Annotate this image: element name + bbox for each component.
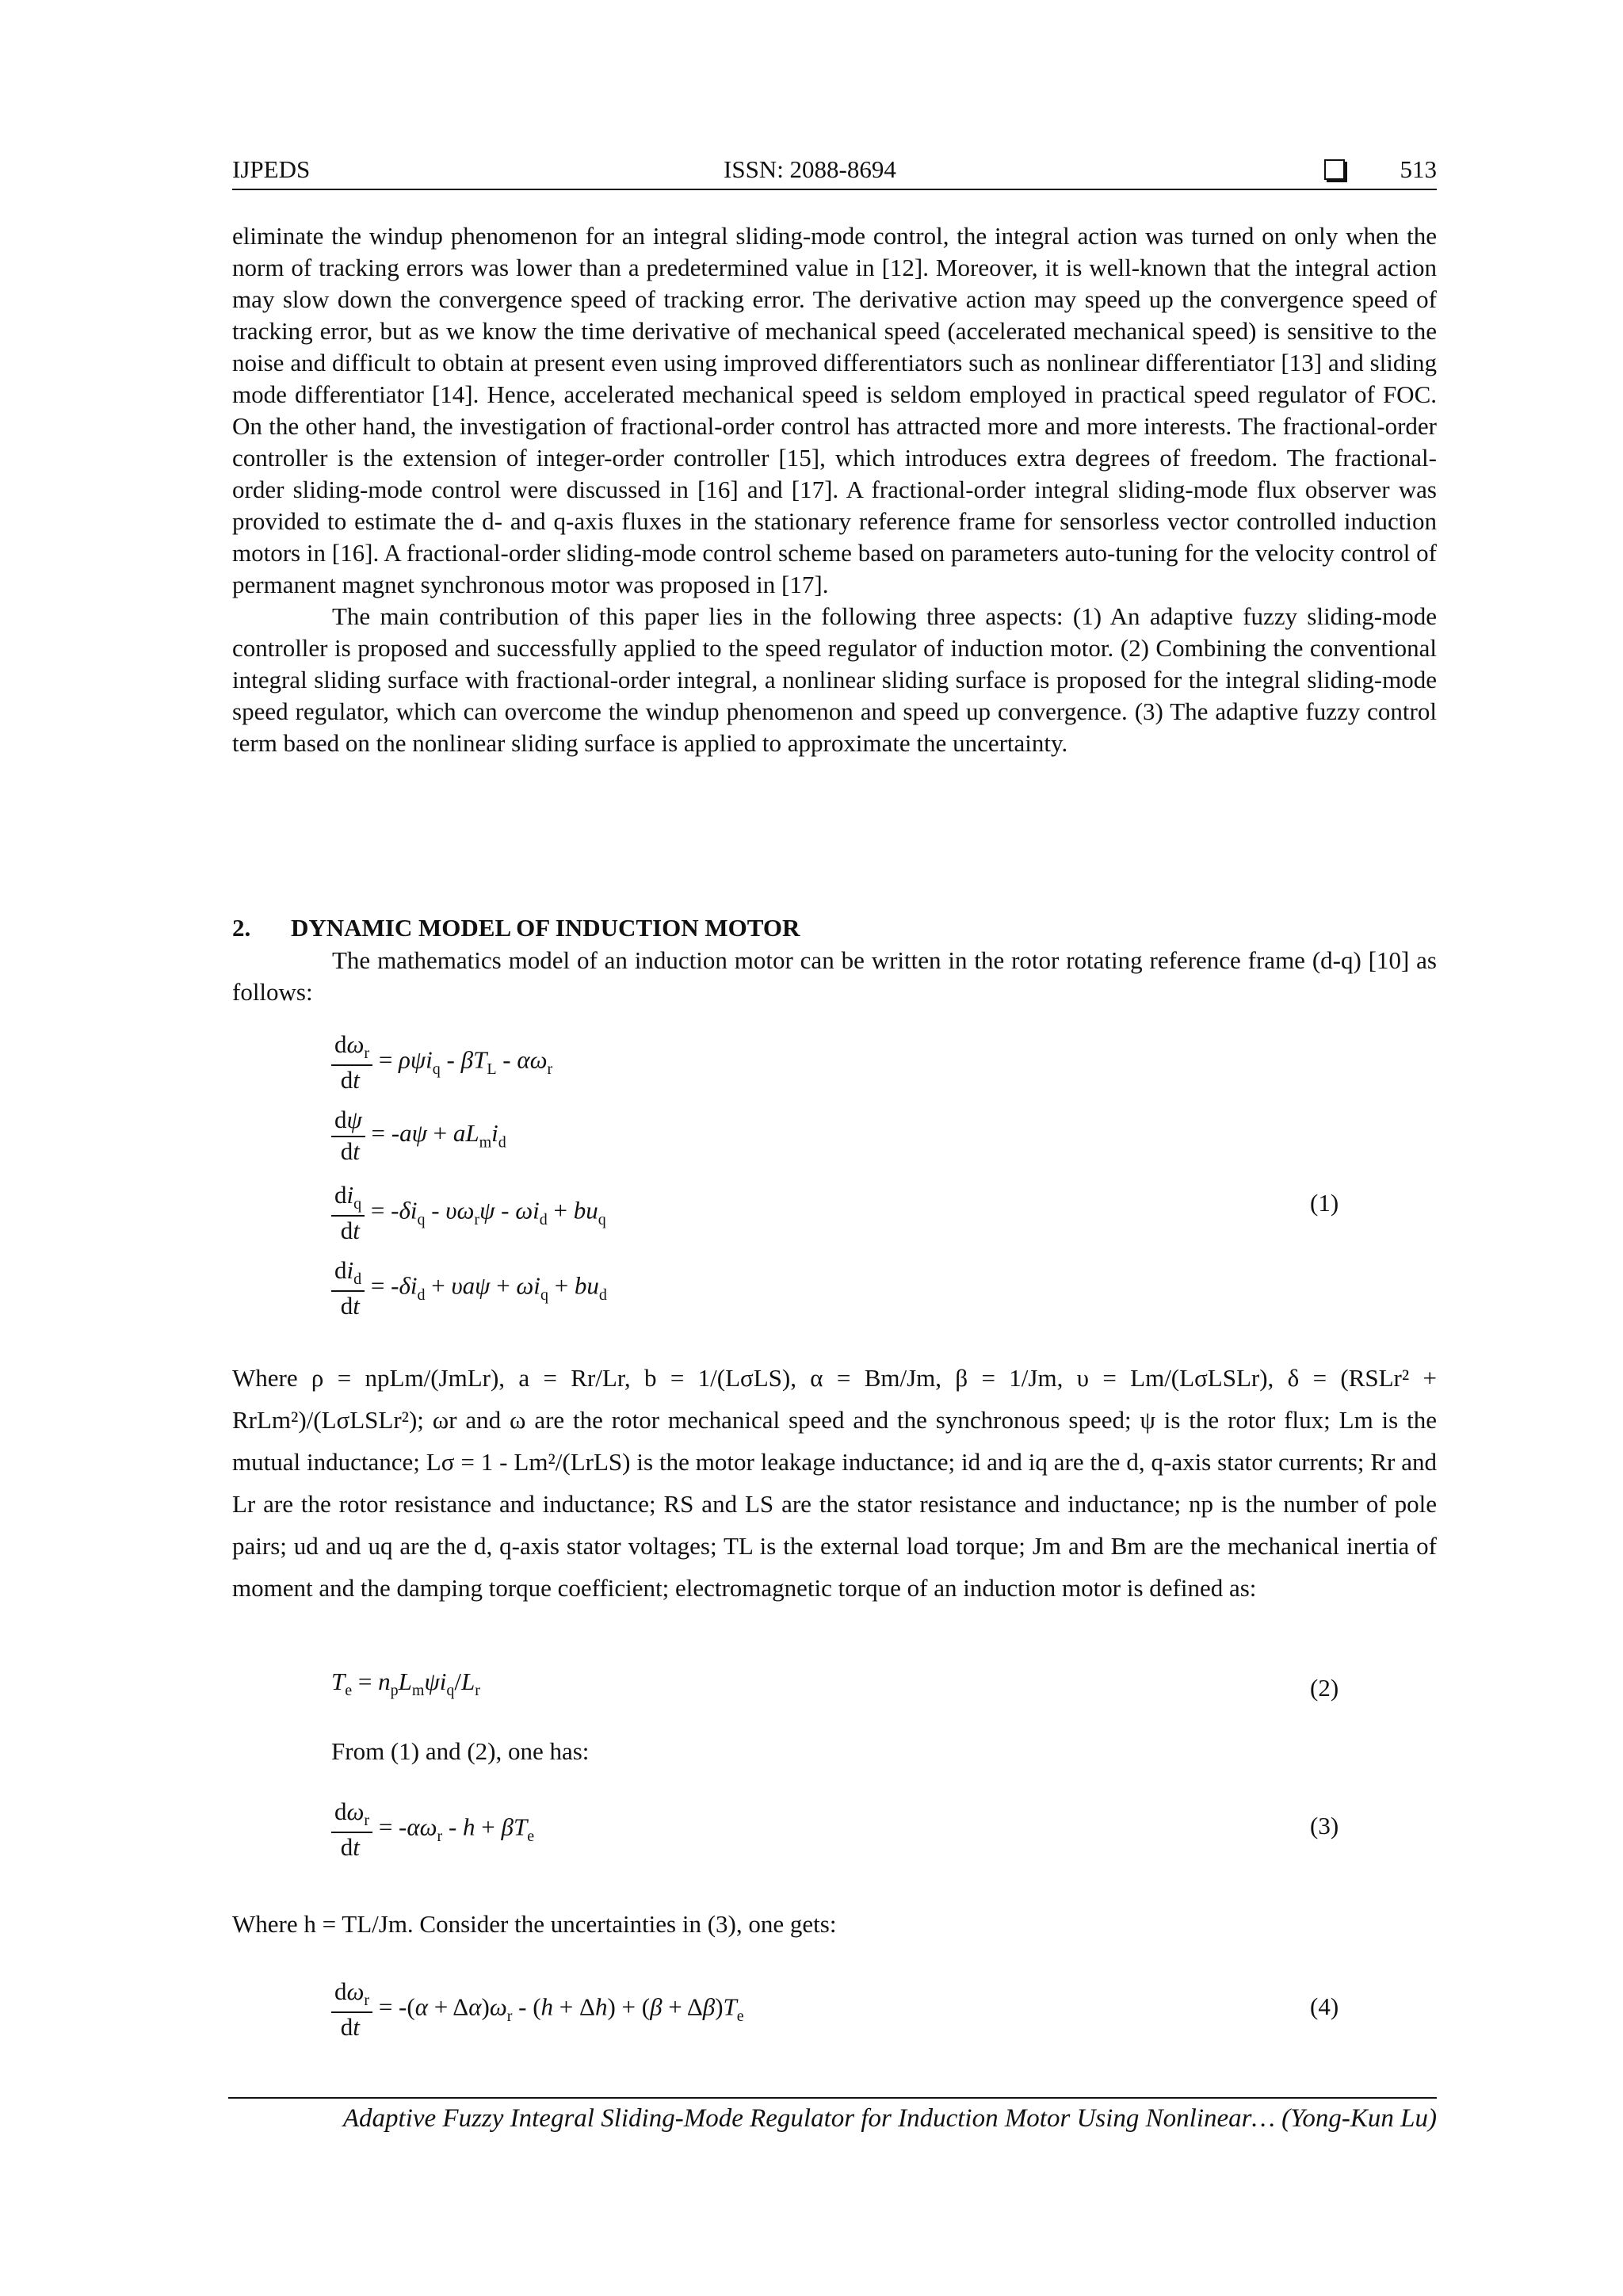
section-heading [232,914,800,942]
intro-text [232,220,1437,759]
footer-rule [228,2097,1437,2099]
running-footer: Adaptive Fuzzy Integral Sliding-Mode Regulator for Induction Motor Using Nonlinear… (Yong-Kun Lu) [342,2104,1437,2133]
from-text: From (1) and (2), one has: [331,1737,590,1765]
intro-paragraph-1: eliminate the windup phenomenon for an integral sliding-mode control, the integral action was turned on only when the norm of tracking errors was lower than a predetermined value in [12]. Moreover, it is well-known that the integral action may slow down the convergence speed of tracking error. The derivative action may speed up the convergence speed of tracking error, but as we know the time derivative of mechanical speed (accelerated mechanical speed) is sensitive to the noise and difficult to obtain at present even using improved differentiators such as nonlinear differentiator [13] and sliding mode differentiator [14]. Hence, accelerated mechanical speed is seldom employed in practical speed regulator of FOC. On the other hand, the investigation of fractional-order control has attracted more and more interests. The fractional-order controller is the extension of integer-order controller [15], which introduces extra degrees of freedom. The fractional-order sliding-mode control were discussed in [16] and [17]. A fractional-order integral sliding-mode flux observer was provided to estimate the d- and q-axis fluxes in the stationary reference frame for sensorless vector controlled induction motors in [16]. A fractional-order sliding-mode control scheme based on parameters auto-tuning for the velocity control of permanent magnet synchronous motor was proposed in [17]. [232,222,1437,598]
equation-3: $\frac{d\omega_r}{dt}$ = $-\alpha\omega_r - h + \beta T_e$ [331,1797,534,1862]
equation-3-number: (3) [1310,1812,1339,1839]
equation-4: $\frac{d\omega_r}{dt}$ = $-(\alpha + \Delta\alpha)\omega_r - (h + \Delta h) + (\beta + \Delta\beta)T_e$ [331,1977,744,2042]
issn: ISSN: 2088-8694 [724,155,896,183]
equation-4-number: (4) [1310,1992,1339,2020]
header-rule [232,189,1437,190]
where-paragraph: Where ρ = npLm/(JmLr), a = Rr/Lr, b = 1/(LσLS), α = Bm/Jm, β = 1/Jm, υ = Lm/(LσLSLr), δ = (RSLr² + RrLm²)/(LσLSLr²); ωr and ω are the rotor mechanical speed and the synchronous speed; ψ is the rotor flux; Lm is the mutual inductance; Lσ = 1 - Lm²/(LrLS) is the motor leakage inductance; id and iq are the d, q-axis stator currents; Rr and Lr are the rotor resistance and inductance; RS and LS are the stator resistance and inductance; np is the number of pole pairs; ud and uq are the d, q-axis stator voltages; TL is the external load torque; Jm and Bm are the mechanical inertia of moment and the damping torque coefficient; electromagnetic torque of an induction motor is defined as: [232,1364,1437,1602]
section-number: 2. [232,914,251,942]
journal-name: IJPEDS [232,155,311,183]
equation-2: $T_e = n_pL_m\psi i_q/L_r$ [331,1668,480,1700]
section-intro-paragraph: The mathematics model of an induction motor can be written in the rotor rotating reference frame (d-q) [10] as follows: [232,946,1437,1006]
section-title: DYNAMIC MODEL OF INDUCTION MOTOR [291,914,800,942]
equation-1-number: (1) [1310,1189,1339,1217]
where-h-text: Where h = TL/Jm. Consider the uncertainties in (3), one gets: [232,1910,837,1938]
page-number: 513 [1400,155,1437,183]
intro-paragraph-2: The main contribution of this paper lies in the following three aspects: (1) An adaptive fuzzy sliding-mode controller is proposed and successfully applied to the speed regulator of induction motor. (2) Combining the conventional integral sliding surface with fractional-order integral, a nonlinear sliding surface is proposed for the integral sliding-mode speed regulator, which can overcome the windup phenomenon and speed up convergence. (3) The adaptive fuzzy control term based on the nonlinear sliding surface is applied to approximate the uncertainty. [232,602,1437,757]
square-bullet-icon [1324,159,1345,180]
equation-1: $\frac{d\omega_r}{dt}$ = $\rho\psi i_q - \beta T_L - \alpha\omega_r$ $\frac{d\psi}{dt}$ = $-a\psi + aL_mi_d$ $\frac{di_q}{dt}$ = $-\delta i_q - \upsilon\omega_r\psi - \omega i_d + bu_q$ $\frac{di_d}{dt}$ = $-\delta i_d + \upsilon a\psi + \omega i_q + bu_d$ [331,1030,1044,1331]
section-intro [232,945,1437,1008]
equation-2-number: (2) [1310,1674,1339,1702]
running-header [232,155,1437,187]
